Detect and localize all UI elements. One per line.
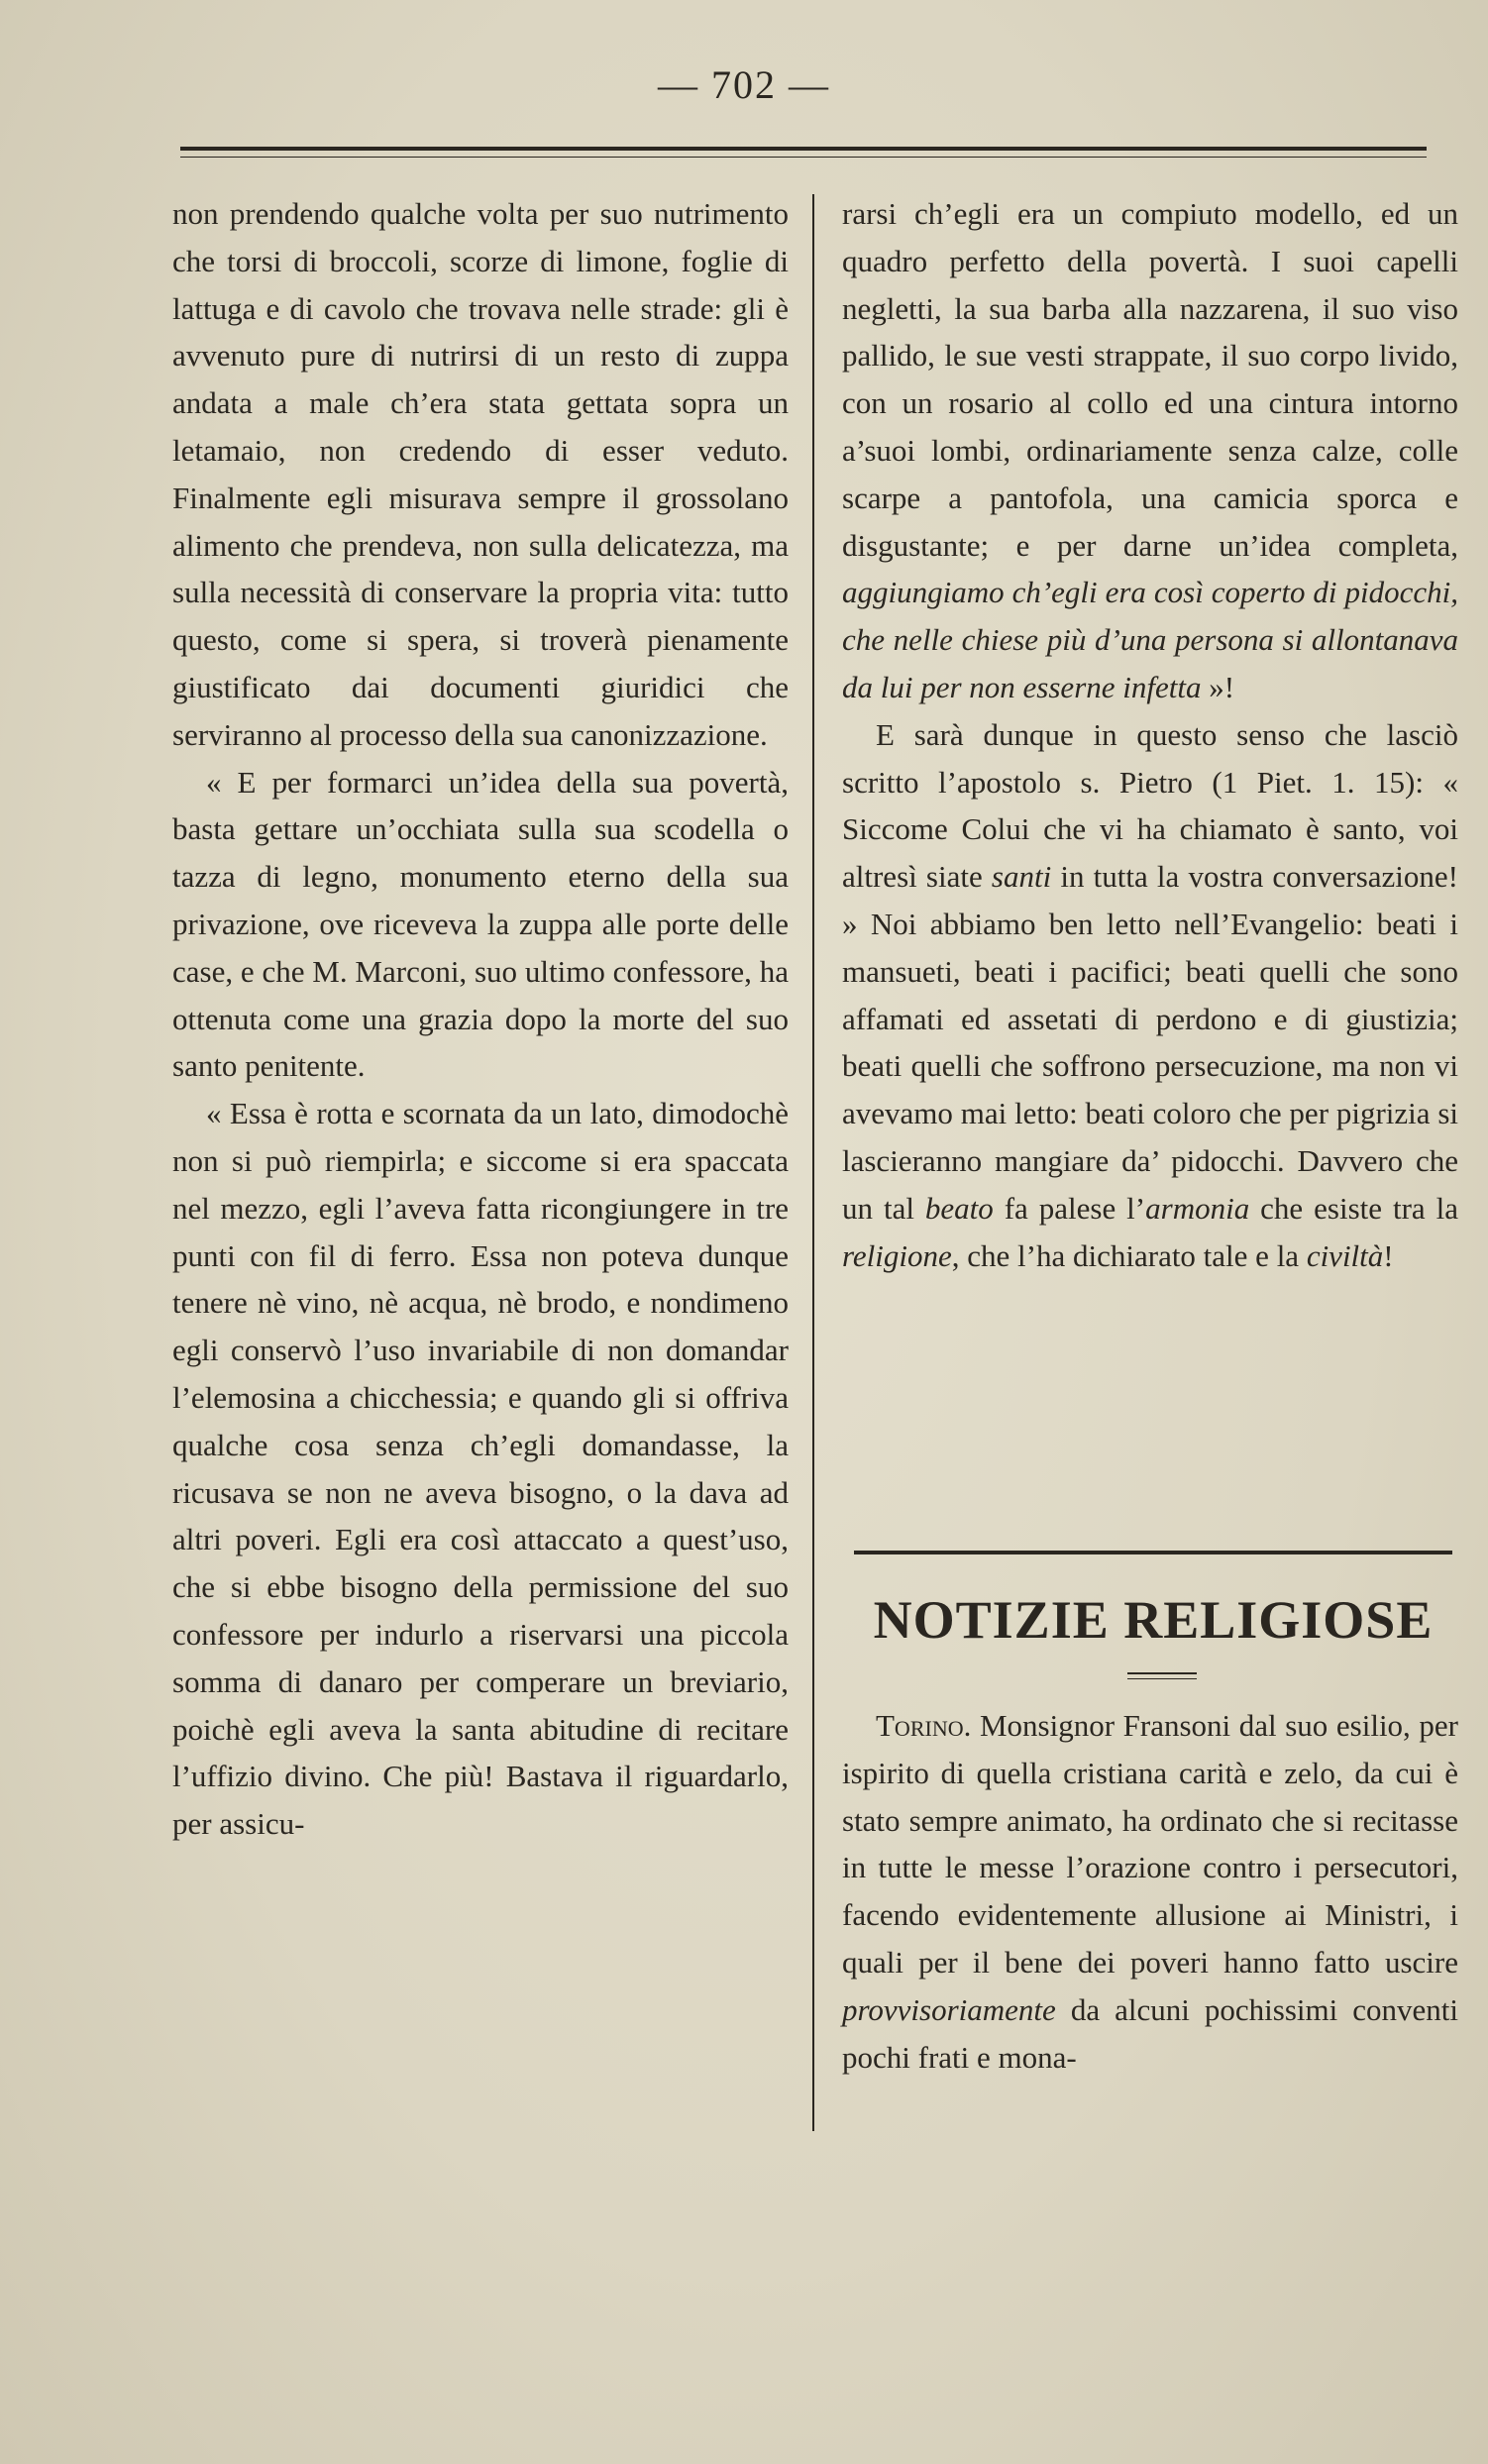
section-body [842, 1702, 1458, 2081]
paragraph [842, 190, 1458, 711]
section-title: NOTIZIE RELIGIOSE [873, 1590, 1434, 1650]
text-run: Monsignor Fransoni dal suo esilio, per ispirito di quella cristiana carità e zelo, da cui è stato sempre animato, ha ordinato che si recitasse in tutte le messe l’orazione contro i persecutori, facendo evidentemente allusione ai Ministri, i quali per il bene dei poveri hanno fatto uscire [842, 1708, 1458, 1980]
italic-run: civiltà [1306, 1237, 1384, 1273]
text-run: ! [1383, 1237, 1394, 1273]
italic-run: religione [842, 1237, 952, 1273]
right-column [842, 190, 1458, 1279]
italic-run: armonia [1145, 1190, 1250, 1226]
text-run: fa palese l’ [993, 1190, 1146, 1226]
section-ornament-rule [1127, 1672, 1197, 1674]
paragraph [842, 1702, 1458, 2081]
italic-run: provvisoriamente [842, 1991, 1056, 2027]
text-run: E sarà dunque in questo senso che lasciò scritto l’apostolo s. Pietro (1 Piet. 1. 15): « Siccome Colui che vi ha chiamato è santo, voi altresì siate [842, 716, 1458, 895]
italic-run: beato [924, 1190, 994, 1226]
text-run: rarsi ch’egli era un compiuto modello, ed un quadro perfetto della povertà. I suoi capelli negletti, la sua barba alla nazzarena, il suo viso pallido, le sue vesti strappate, il suo corpo livido, con un rosario al collo ed una cintura intorno a’suoi lombi, ordinariamente senza calze, colle scarpe a pantofola, una camicia sporca e disgustante; e per darne un’idea completa, [842, 196, 1458, 563]
text-run: che esiste tra la [1249, 1190, 1458, 1226]
column-divider [812, 194, 814, 2131]
text-run: , che l’ha dichiarato tale e la [951, 1237, 1307, 1273]
paragraph: non prendendo qualche volta per suo nutrimento che torsi di broccoli, scorze di limone, foglie di lattuga e di cavolo che trovava nelle strade: gli è avvenuto pure di nutrirsi di un resto di zuppa andata a male ch’era stata gettata sopra un letamaio, non credendo di esser veduto. Finalmente egli misurava sempre il grossolano alimento che prendeva, non sulla delicatezza, ma sulla necessità di conservare la propria vita: tutto questo, come si spera, si troverà pienamente giustificato dai documenti giuridici che serviranno al processo della sua canonizzazione. [172, 196, 789, 752]
page-number: — 702 — [658, 62, 830, 107]
paragraph: « E per formarci un’idea della sua povertà, basta gettare un’occhiata sulla sua scodella o tazza di legno, monumento eterno della sua privazione, ove riceveva la zuppa alle porte delle case, e che M. Marconi, suo ultimo confessore, ha ottenuta come una grazia dopo la morte del suo santo penitente. [172, 764, 789, 1084]
paragraph [842, 711, 1458, 1280]
italic-run: aggiungiamo ch’egli era così coperto di pidocchi, che nelle chiese più d’una persona si allontanava da lui per non esserne infetta [842, 575, 1458, 704]
paragraph: « Essa è rotta e scornata da un lato, dimodochè non si può riempirla; e siccome si era spaccata nel mezzo, egli l’aveva fatta ricongiungere in tre punti con fil di ferro. Essa non poteva dunque tenere nè vino, nè acqua, nè brodo, e nondimeno egli conservò l’uso invariabile di non domandar l’elemosina a chicchessia; e quando gli si offriva qualche cosa senza ch’egli domandasse, la ricusava se non ne aveva bisogno, o la dava ad altri poveri. Egli era così attaccato a quest’uso, che si ebbe bisogno della permissione del suo confessore per indurlo a riservarsi una piccola somma di danaro per comperare un breviario, poichè egli aveva la santa abitudine di recitare l’uffizio divino. Che più! Bastava il riguardarlo, per assicu- [172, 1096, 789, 1842]
place-name: Torino. [876, 1708, 972, 1743]
italic-run: santi [991, 859, 1052, 895]
left-column [172, 190, 789, 1848]
header-rule [180, 147, 1427, 151]
section-rule [854, 1551, 1452, 1554]
text-run: »! [1201, 669, 1235, 704]
text-run: da alcuni pochissimi conventi pochi frati e mona- [842, 1991, 1458, 2075]
text-run: in tutta la vostra conversazione! » Noi abbiamo ben letto nell’Evangelio: beati i mansueti, beati i pacifici; beati quelli che sono affamati ed assetati di perdono e di giustizia; beati quelli che soffrono persecuzione, ma non vi avevamo mai letto: beati coloro che per pigrizia si lascieranno mangiare da’ pidocchi. Davvero che un tal [842, 859, 1458, 1226]
